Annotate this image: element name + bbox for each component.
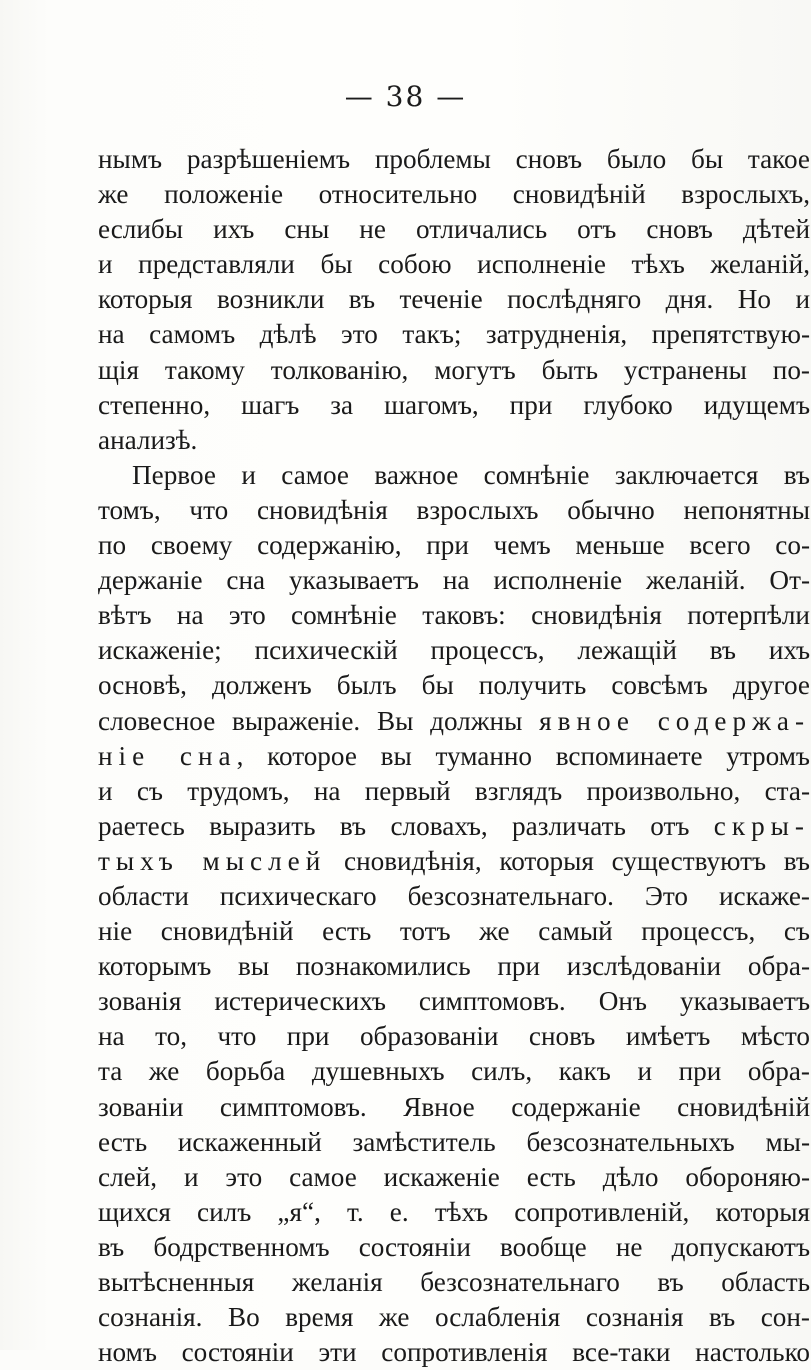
text-line bbox=[98, 739, 810, 774]
spaced-emphasis: скры- bbox=[713, 810, 810, 841]
text-segment: сновидѣнія, которыя существуютъ въ bbox=[326, 845, 810, 876]
text-line: еслибы ихъ сны не отличались отъ сновъ дѣтей bbox=[98, 214, 810, 245]
text-line: же положеніе относительно сновидѣній взрослыхъ, bbox=[98, 179, 810, 210]
text-line: на то, что при образованіи сновъ имѣетъ мѣсто bbox=[98, 1021, 810, 1052]
text-line: зованія истерическихъ симптомовъ. Онъ указываетъ bbox=[98, 986, 810, 1017]
spaced-emphasis: явное содержа- bbox=[539, 705, 810, 736]
text-line: томъ, что сновидѣнія взрослыхъ обычно непонятны bbox=[98, 494, 810, 525]
text-line: есть искаженный замѣститель безсознательныхъ мы- bbox=[98, 1126, 810, 1157]
text-line: Первое и самое важное сомнѣніе заключается въ bbox=[132, 459, 810, 490]
text-line: которымъ вы познакомились при изслѣдованіи обра- bbox=[98, 951, 810, 982]
text-line: держаніе сна указываетъ на исполненіе желаній. От- bbox=[98, 565, 810, 596]
text-line: зованіи симптомовъ. Явное содержаніе сновидѣній bbox=[98, 1091, 810, 1122]
paragraph-1 bbox=[98, 142, 810, 458]
text-line: щія такому толкованію, могутъ быть устранены по- bbox=[98, 354, 810, 385]
text-line: вѣтъ на это сомнѣніе таковъ: сновидѣнія потерпѣли bbox=[98, 600, 810, 631]
text-segment: , которое вы туманно вспоминаете утромъ bbox=[236, 740, 810, 771]
text-line: вытѣсненныя желанія безсознательнаго въ область bbox=[98, 1267, 810, 1297]
text-line: въ бодрственномъ состояніи вообще не допускаютъ bbox=[98, 1231, 810, 1262]
paragraph-2 bbox=[98, 458, 810, 1370]
body-text bbox=[98, 142, 810, 1370]
text-line: сознанія. Во время же ослабленія сознанія въ сон- bbox=[98, 1302, 810, 1333]
spaced-emphasis: тыхъ мыслей bbox=[98, 845, 327, 876]
text-line: области психическаго безсознательнаго. Это искаже- bbox=[98, 880, 810, 911]
text-line: основѣ, долженъ былъ бы получить совсѣмъ другое bbox=[98, 670, 810, 701]
text-line bbox=[98, 704, 810, 739]
text-line: искаженіе; психическій процессъ, лежащій въ ихъ bbox=[98, 635, 810, 666]
text-line: нымъ разрѣшеніемъ проблемы сновъ было бы такое bbox=[98, 144, 810, 174]
spaced-emphasis: ніе сна bbox=[98, 740, 237, 771]
text-line: слей, и это самое искаженіе есть дѣло обороняю- bbox=[98, 1161, 810, 1192]
text-line: та же борьба душевныхъ силъ, какъ и при обра- bbox=[98, 1056, 810, 1087]
text-line: щихся силъ „я“, т. е. тѣхъ сопротивленій, которыя bbox=[98, 1196, 810, 1227]
text-line: на самомъ дѣлѣ это такъ; затрудненія, препятствую- bbox=[98, 319, 810, 350]
text-line: и съ трудомъ, на первый взглядъ произвольно, ста- bbox=[98, 775, 810, 806]
text-line: и представляли бы собою исполненіе тѣхъ желаній, bbox=[98, 249, 810, 280]
text-line bbox=[98, 844, 810, 879]
text-line: анализѣ. bbox=[98, 424, 198, 455]
text-segment: словесное выраженіе. Вы должны bbox=[98, 705, 540, 736]
text-line: по своему содержанію, при чемъ меньше всего со- bbox=[98, 530, 810, 561]
text-line: степенно, шагъ за шагомъ, при глубоко идущемъ bbox=[98, 389, 810, 420]
page-number: — 38 — bbox=[344, 80, 467, 113]
text-segment: раетесь выразить въ словахъ, различать отъ bbox=[98, 810, 714, 841]
text-line: номъ состояніи эти сопротивленія все-таки настолько bbox=[98, 1337, 810, 1368]
text-line bbox=[98, 809, 810, 844]
text-line: ніе сновидѣній есть тотъ же самый процессъ, съ bbox=[98, 916, 810, 947]
text-line: которыя возникли въ теченіе послѣдняго дня. Но и bbox=[98, 284, 810, 315]
